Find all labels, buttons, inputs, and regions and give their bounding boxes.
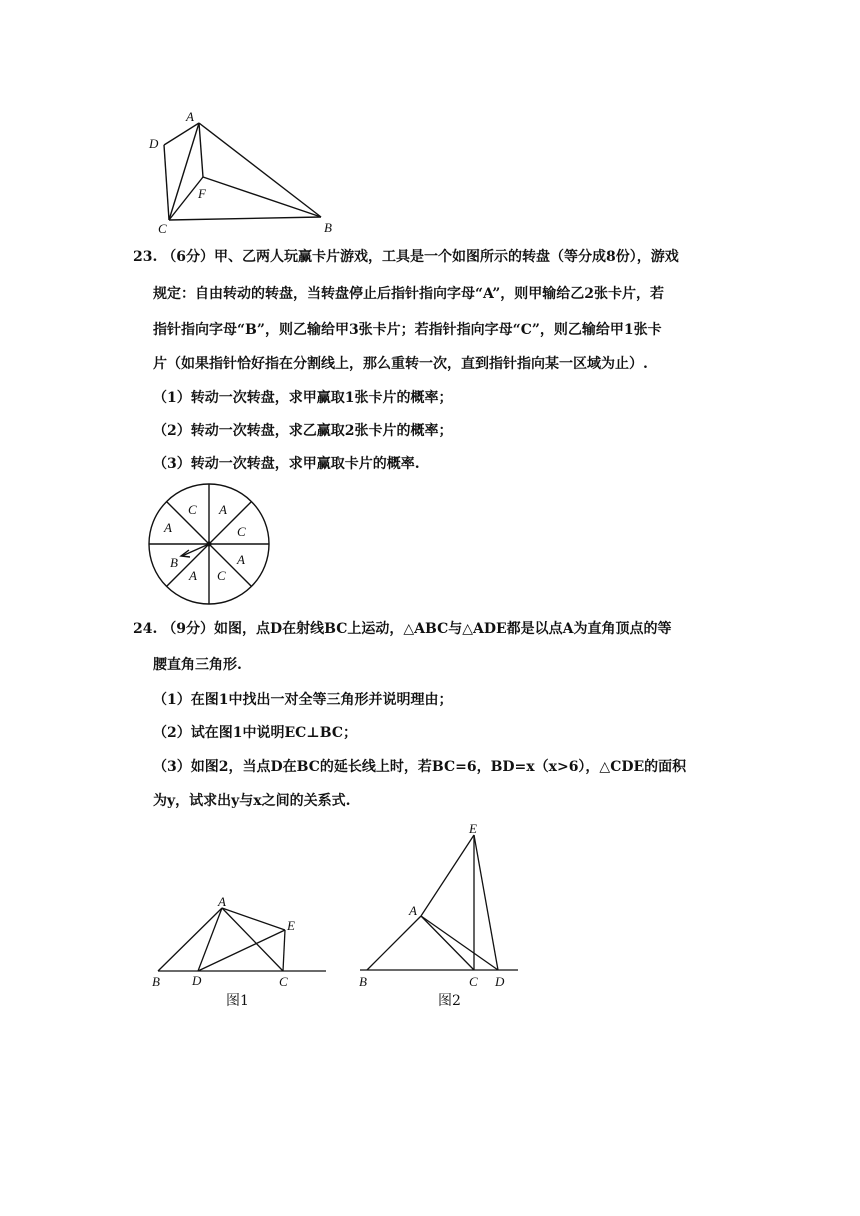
fig2-label-B: B <box>359 974 367 989</box>
q23-part-1: （1）转动一次转盘，求甲赢取1张卡片的概率； <box>153 390 453 406</box>
label-D: D <box>149 136 159 151</box>
q24-part-2: （2）试在图1中说明EC⊥BC； <box>153 725 357 741</box>
label-C: C <box>158 221 167 235</box>
q24-part-1: （1）在图1中找出一对全等三角形并说明理由； <box>153 692 453 708</box>
sector-label: B <box>170 555 178 570</box>
fig1-label-C: C <box>279 974 288 989</box>
q23-part-2: （2）转动一次转盘，求乙赢取2张卡片的概率； <box>153 423 453 439</box>
fig1-label-E: E <box>287 918 295 933</box>
q23-part-3: （3）转动一次转盘，求甲赢取卡片的概率. <box>153 456 420 472</box>
q23-line-3: 指针指向字母“B”，则乙输给甲3张卡片；若指针指向字母“C”，则乙输给甲1张卡 <box>153 322 662 338</box>
q24-part-3b: 为y，试求出y与x之间的关系式. <box>153 793 351 809</box>
fig2-label-E: E <box>469 821 477 836</box>
sector-label: A <box>219 502 227 517</box>
sector-label: C <box>188 502 197 517</box>
fig1-caption: 图1 <box>226 993 249 1009</box>
q24-line-2: 腰直角三角形. <box>153 657 242 673</box>
spinner-figure <box>145 480 275 610</box>
fig2-label-D: D <box>495 974 505 989</box>
label-B: B <box>324 220 332 235</box>
q24-part-3a: （3）如图2，当点D在BC的延长线上时，若BC=6，BD=x（x>6），△CDE的面积 <box>153 759 687 775</box>
sector-label: C <box>217 568 226 583</box>
fig1-label-B: B <box>152 974 160 989</box>
sector-label: C <box>237 524 246 539</box>
q23-line-4: 片（如果指针恰好指在分割线上，那么重转一次，直到指针指向某一区域为止）. <box>153 356 648 372</box>
q24-line-1: 24. （9分）如图，点D在射线BC上运动，△ABC与△ADE都是以点A为直角顶点的等 <box>133 621 672 637</box>
sector-label: A <box>164 520 172 535</box>
label-F: F <box>198 186 206 201</box>
fig2-label-A: A <box>409 903 417 918</box>
q23-line-1: 23. （6分）甲、乙两人玩赢卡片游戏，工具是一个如图所示的转盘（等分成8份），游戏 <box>133 249 679 265</box>
figure-1 <box>148 890 333 995</box>
figure-2 <box>355 815 530 993</box>
fig2-label-C: C <box>469 974 478 989</box>
fig2-caption: 图2 <box>438 993 461 1009</box>
sector-label: A <box>237 552 245 567</box>
figure-top <box>140 105 340 235</box>
fig1-label-A: A <box>218 894 226 909</box>
q23-line-2: 规定：自由转动的转盘，当转盘停止后指针指向字母“A”，则甲输给乙2张卡片，若 <box>153 286 665 302</box>
sector-label: A <box>189 568 197 583</box>
label-A: A <box>186 109 194 124</box>
fig1-label-D: D <box>192 973 202 988</box>
